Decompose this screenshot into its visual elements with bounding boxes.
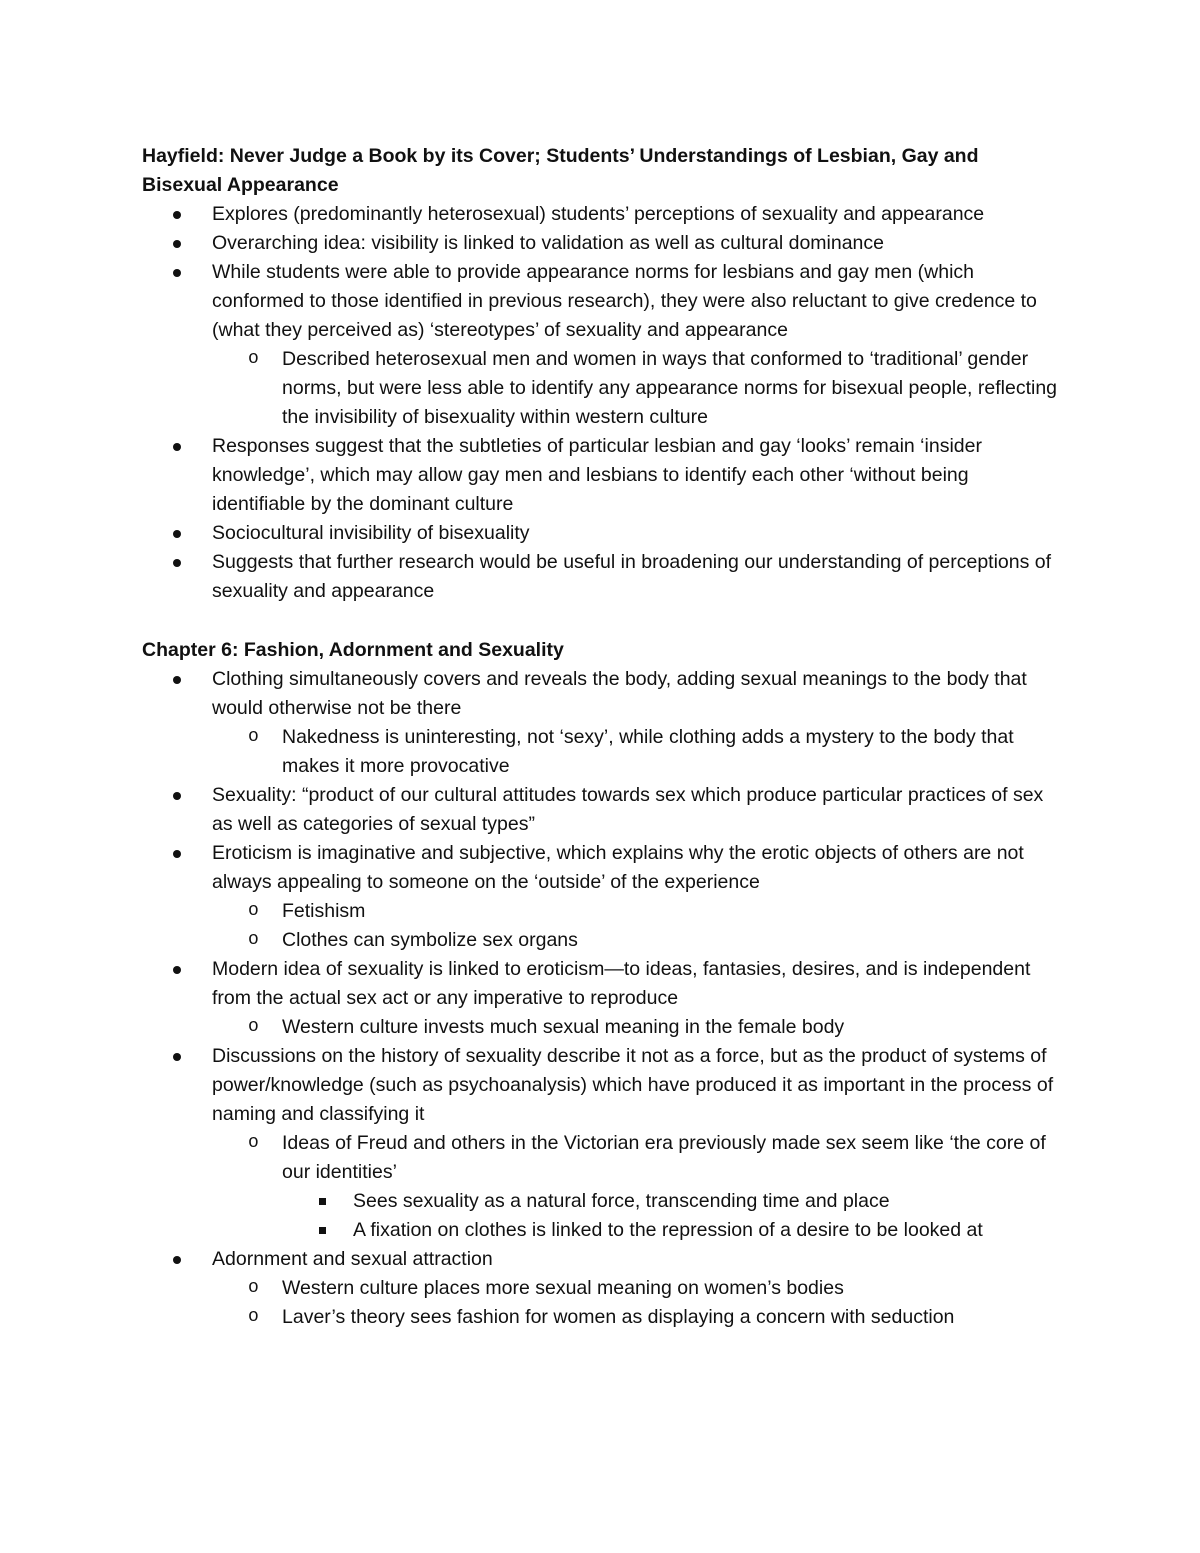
bullet-list bbox=[142, 665, 1062, 1332]
list-item-text: Ideas of Freud and others in the Victorian era previously made sex seem like ‘the core of our identities’ bbox=[282, 1132, 1046, 1183]
list-item bbox=[142, 1216, 1062, 1245]
hollow-bullet-icon: o bbox=[248, 930, 259, 950]
list-item-text: Discussions on the history of sexuality describe it not as a force, but as the product of systems of power/knowledge (such as psychoanalysis) which have produced it as important in the process of naming and classifying it bbox=[212, 1045, 1054, 1125]
list-item-text: Clothing simultaneously covers and reveals the body, adding sexual meanings to the body that would otherwise not be there bbox=[212, 668, 1027, 719]
hollow-bullet-icon: o bbox=[248, 349, 259, 369]
list-item-text: Eroticism is imaginative and subjective, which explains why the erotic objects of others are not always appealing to someone on the ‘outside’ of the experience bbox=[212, 842, 1024, 893]
list-item bbox=[142, 1303, 1062, 1332]
list-item bbox=[142, 1274, 1062, 1303]
list-item-text: Modern idea of sexuality is linked to eroticism—to ideas, fantasies, desires, and is independent from the actual sex act or any imperative to reproduce bbox=[212, 958, 1031, 1009]
list-item-text: Overarching idea: visibility is linked to validation as well as cultural dominance bbox=[212, 232, 884, 254]
list-item-text: Sees sexuality as a natural force, transcending time and place bbox=[353, 1190, 890, 1212]
list-item bbox=[142, 897, 1062, 926]
section-heading: Chapter 6: Fashion, Adornment and Sexuality bbox=[142, 639, 564, 661]
list-item-text: Described heterosexual men and women in ways that conformed to ‘traditional’ gender norms, but were less able to identify any appearance norms for bisexual people, reflecting the invisibility of bisexuality within western culture bbox=[282, 348, 1058, 428]
list-item bbox=[142, 200, 1062, 229]
list-item-text: Explores (predominantly heterosexual) students’ perceptions of sexuality and appearance bbox=[212, 203, 985, 225]
hollow-bullet-icon: o bbox=[248, 1278, 259, 1298]
list-item-text: Clothes can symbolize sex organs bbox=[282, 929, 578, 951]
list-item bbox=[142, 1129, 1062, 1187]
list-item-text: Laver’s theory sees fashion for women as displaying a concern with seduction bbox=[282, 1306, 955, 1328]
list-item bbox=[142, 345, 1062, 432]
list-item bbox=[142, 926, 1062, 955]
list-item bbox=[142, 1245, 1062, 1274]
hollow-bullet-icon: o bbox=[248, 901, 259, 921]
list-item bbox=[142, 1013, 1062, 1042]
list-item bbox=[142, 519, 1062, 548]
list-item bbox=[142, 548, 1062, 606]
list-item bbox=[142, 839, 1062, 897]
list-item-text: Responses suggest that the subtleties of particular lesbian and gay ‘looks’ remain ‘insider knowledge’, which may allow gay men and lesbians to identify each other ‘without being identifiable by the dominant culture bbox=[212, 435, 982, 515]
section-chapter-6 bbox=[142, 636, 1062, 1332]
hollow-bullet-icon: o bbox=[248, 727, 259, 747]
list-item bbox=[142, 955, 1062, 1013]
document-body bbox=[142, 142, 1062, 1332]
list-item bbox=[142, 1042, 1062, 1129]
list-item bbox=[142, 1187, 1062, 1216]
list-item-text: While students were able to provide appearance norms for lesbians and gay men (which conformed to those identified in previous research), they were also reluctant to give credence to (what they perceived as) ‘stereotypes’ of sexuality and appearance bbox=[212, 261, 1037, 341]
list-item-text: Western culture invests much sexual meaning in the female body bbox=[282, 1016, 845, 1038]
list-item-text: Sexuality: “product of our cultural attitudes towards sex which produce particular practices of sex as well as categories of sexual types” bbox=[212, 784, 1044, 835]
list-item bbox=[142, 432, 1062, 519]
list-item-text: Nakedness is uninteresting, not ‘sexy’, while clothing adds a mystery to the body that makes it more provocative bbox=[282, 726, 1014, 777]
list-item bbox=[142, 665, 1062, 723]
list-item bbox=[142, 781, 1062, 839]
bullet-list bbox=[142, 200, 1062, 606]
section-heading: Hayfield: Never Judge a Book by its Cover; Students’ Understandings of Lesbian, Gay and Bisexual Appearance bbox=[142, 145, 979, 196]
list-item bbox=[142, 723, 1062, 781]
list-item bbox=[142, 229, 1062, 258]
hollow-bullet-icon: o bbox=[248, 1133, 259, 1153]
list-item-text: Adornment and sexual attraction bbox=[212, 1248, 493, 1270]
list-item-text: Sociocultural invisibility of bisexuality bbox=[212, 522, 530, 544]
hollow-bullet-icon: o bbox=[248, 1017, 259, 1037]
list-item-text: Suggests that further research would be useful in broadening our understanding of perceptions of sexuality and appearance bbox=[212, 551, 1052, 602]
hollow-bullet-icon: o bbox=[248, 1307, 259, 1327]
section-hayfield bbox=[142, 142, 1062, 606]
list-item bbox=[142, 258, 1062, 345]
list-item-text: A fixation on clothes is linked to the repression of a desire to be looked at bbox=[353, 1219, 983, 1241]
list-item-text: Western culture places more sexual meaning on women’s bodies bbox=[282, 1277, 844, 1299]
list-item-text: Fetishism bbox=[282, 900, 366, 922]
